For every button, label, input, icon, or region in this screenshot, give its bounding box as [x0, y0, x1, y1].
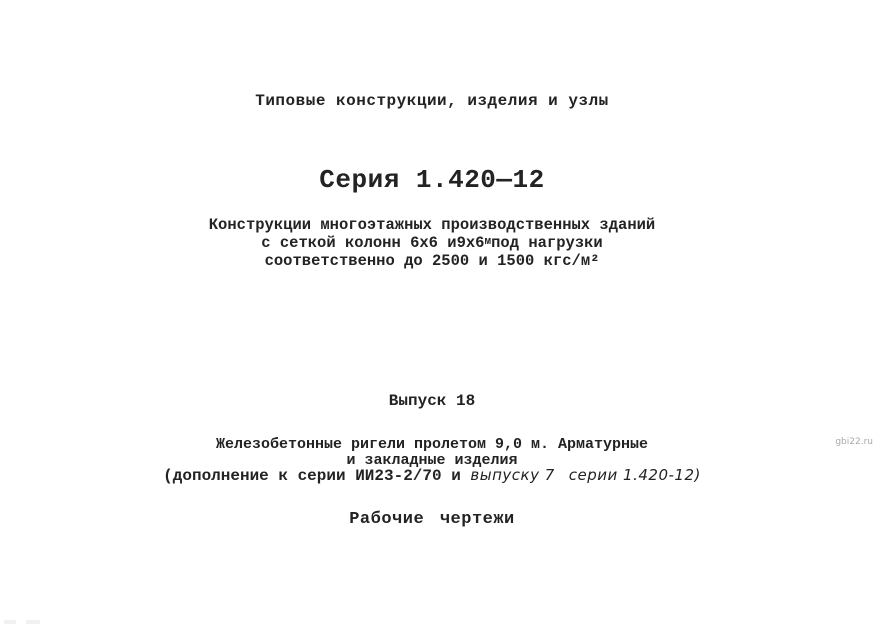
doc-type-label: Рабочие чертежи [349, 510, 515, 529]
subtitle-line-1: Конструкции многоэтажных производственных зданий [208, 216, 656, 234]
subtitle-line-2-text: с сеткой колонн 6х6 и9х6 [261, 234, 485, 252]
subtitle-line-2-tail: под нагрузки [491, 234, 603, 252]
description-line-3-typed: (дополнение к серии ИИ23-2/70 и [163, 467, 471, 485]
description-line-3-added-issue: выпуску 7 [470, 466, 555, 484]
scan-artifact [4, 620, 16, 624]
subtitle-line-2 [0, 234, 864, 252]
description-line-3-added-series: серии 1.420-12) [568, 466, 701, 484]
issue-label: Выпуск 18 [388, 392, 476, 410]
description-line-1: Железобетонные ригели пролетом 9,0 м. Арматурные [215, 436, 649, 453]
description-line-2: и закладные изделия [346, 452, 518, 469]
subtitle-line-3: соответственно до 2500 и 1500 кгс/м² [264, 252, 600, 270]
description-line-3 [0, 466, 864, 485]
series-title: Серия 1.420—12 [319, 165, 545, 195]
site-watermark: gbi22.ru [835, 437, 873, 447]
scan-artifact [26, 620, 40, 624]
subtitle-line-2-unit: м [484, 236, 492, 248]
category-header: Типовые конструкции, изделия и узлы [255, 92, 609, 110]
